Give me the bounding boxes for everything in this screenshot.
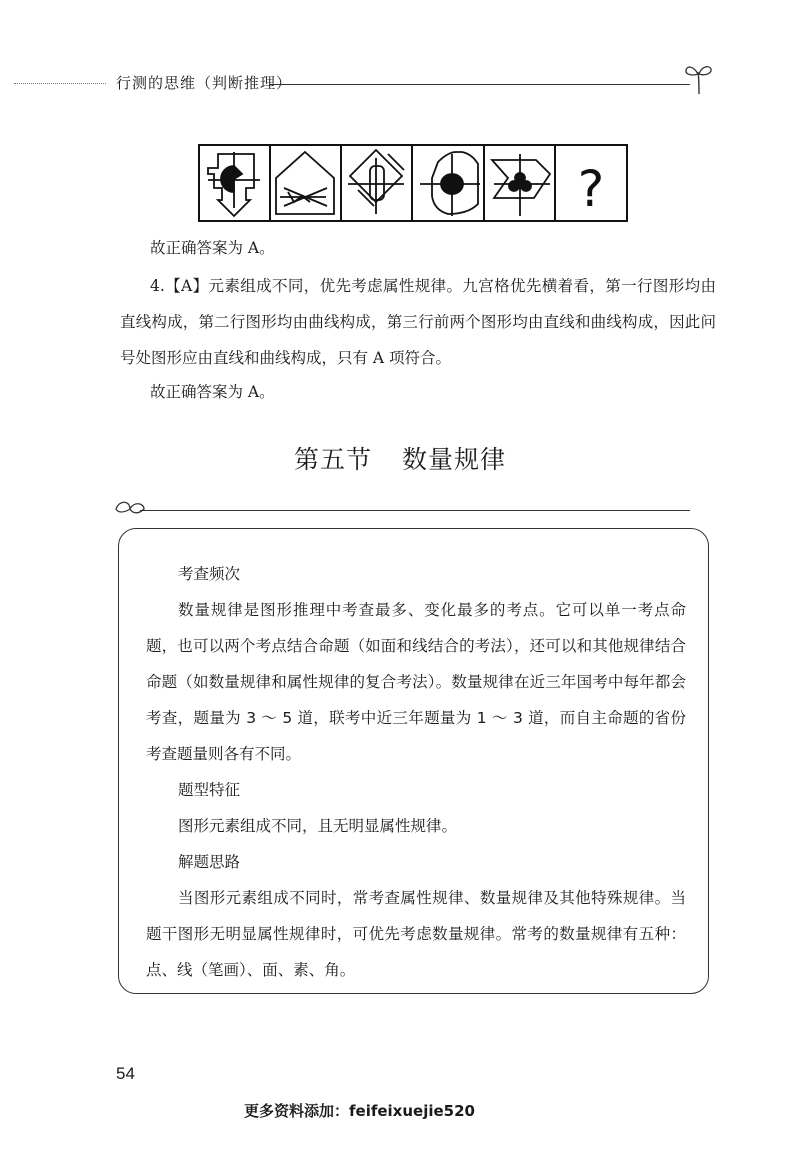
answer-4-text: 4.【A】元素组成不同，优先考虑属性规律。九宫格优先横着看，第一行图形均由直线构成，第二行图形均由曲线构成，第三行前两个图形均由直线和曲线构成，因此问号处图形应由直线和曲线构成，只有 A 项符合。 [120, 277, 716, 367]
page-number: 54 [116, 1064, 135, 1083]
figure-5 [492, 154, 550, 216]
watermark-text: 更多资料添加：feifeixuejie520 [244, 1102, 475, 1120]
running-header [0, 62, 800, 102]
sprout-icon [684, 62, 714, 96]
heading-approach: 解题思路 [178, 853, 241, 871]
figure-sequence [198, 144, 628, 222]
section-title [0, 440, 800, 476]
answer-a-conclusion: 故正确答案为 A。 [150, 239, 275, 257]
section-rule [140, 510, 690, 511]
header-title: 行测的思维（判断推理） [116, 74, 293, 92]
section-label: 第五节 [293, 445, 372, 474]
figure-1 [208, 152, 260, 216]
frequency-text: 数量规律是图形推理中考查最多、变化最多的考点。它可以单一考点命题，也可以两个考点结合命题（如面和线结合的考法），还可以和其他规律结合命题（如数量规律和属性规律的复合考法）。数量规律在近三年国考中每年都会考查，题量为 3 ～ 5 道，联考中近三年题量为 1 ～ 3 道，而自主命题的省份考查题量则各有不同。 [146, 601, 686, 763]
leaf-icon [112, 497, 148, 519]
section-name: 数量规律 [402, 445, 507, 474]
figure-3 [348, 150, 404, 214]
heading-features: 题型特征 [178, 781, 241, 799]
header-dotted-rule [14, 83, 106, 84]
answer-4-conclusion: 故正确答案为 A。 [150, 383, 275, 401]
features-text: 图形元素组成不同，且无明显属性规律。 [178, 817, 458, 835]
approach-text: 当图形元素组成不同时，常考查属性规律、数量规律及其他特殊规律。当题干图形无明显属性规律时，可优先考虑数量规律。常考的数量规律有五种：点、线（笔画）、面、素、角。 [146, 889, 686, 979]
figure-4 [420, 152, 480, 216]
figure-2 [276, 152, 334, 214]
question-mark: ? [577, 160, 605, 218]
header-rule [270, 84, 690, 85]
heading-frequency: 考查频次 [178, 565, 241, 583]
info-box-content [146, 556, 686, 988]
